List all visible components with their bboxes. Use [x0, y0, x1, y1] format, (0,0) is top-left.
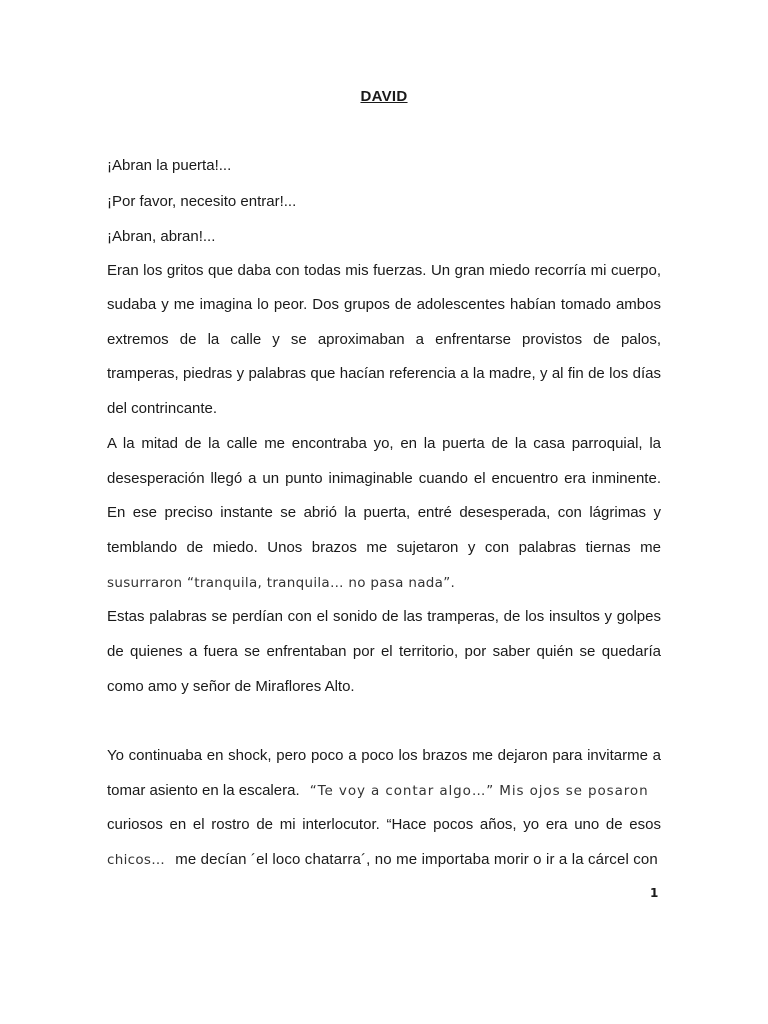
- paragraph-line: ¡Por favor, necesito entrar!...: [107, 193, 297, 210]
- paragraph-line: A la mitad de la calle me encontraba yo, en la puerta de la casa parroquial, la: [107, 435, 661, 452]
- paragraph-line: [107, 782, 661, 800]
- page-number: 1: [650, 886, 659, 900]
- paragraph-line: extremos de la calle y se aproximaban a enfrentarse provistos de palos,: [107, 331, 661, 348]
- paragraph-line: temblando de miedo. Unos brazos me sujetaron y con palabras tiernas me: [107, 539, 661, 556]
- paragraph-line: Yo continuaba en shock, pero poco a poco los brazos me dejaron para invitarme a: [107, 747, 661, 764]
- paragraph-line: desesperación llegó a un punto inimaginable cuando el encuentro era inminente.: [107, 470, 661, 487]
- paragraph-line: como amo y señor de Miraflores Alto.: [107, 678, 355, 695]
- paragraph-line: Eran los gritos que daba con todas mis fuerzas. Un gran miedo recorría mi cuerpo,: [107, 262, 661, 279]
- line-segment: tomar asiento en la escalera.: [107, 782, 300, 799]
- paragraph-line: ¡Abran la puerta!...: [107, 157, 232, 174]
- paragraph-line: tramperas, piedras y palabras que hacían referencia a la madre, y al fin de los días: [107, 365, 661, 382]
- paragraph-line: Estas palabras se perdían con el sonido de las tramperas, de los insultos y golpes: [107, 608, 661, 625]
- paragraph-line: sudaba y me imagina lo peor. Dos grupos de adolescentes habían tomado ambos: [107, 296, 661, 313]
- line-segment: “Te voy a contar algo…” Mis ojos se posaron: [309, 783, 649, 799]
- document-title: DAVID: [360, 88, 408, 105]
- paragraph-line: del contrincante.: [107, 400, 218, 417]
- paragraph-line: [107, 851, 661, 869]
- paragraph-line: curiosos en el rostro de mi interlocutor. “Hace pocos años, yo era uno de esos: [107, 816, 661, 833]
- paragraph-line: En ese preciso instante se abrió la puerta, entré desesperada, con lágrimas y: [107, 504, 661, 521]
- paragraph-line: susurraron “tranquila, tranquila… no pasa nada”.: [107, 575, 456, 591]
- paragraph-line: de quienes a fuera se enfrentaban por el territorio, por saber quién se quedaría: [107, 643, 661, 660]
- line-segment: me decían ´el loco chatarra´, no me importaba morir o ir a la cárcel con: [175, 851, 658, 868]
- paragraph-line: ¡Abran, abran!...: [107, 228, 216, 245]
- line-segment: chicos…: [107, 852, 166, 868]
